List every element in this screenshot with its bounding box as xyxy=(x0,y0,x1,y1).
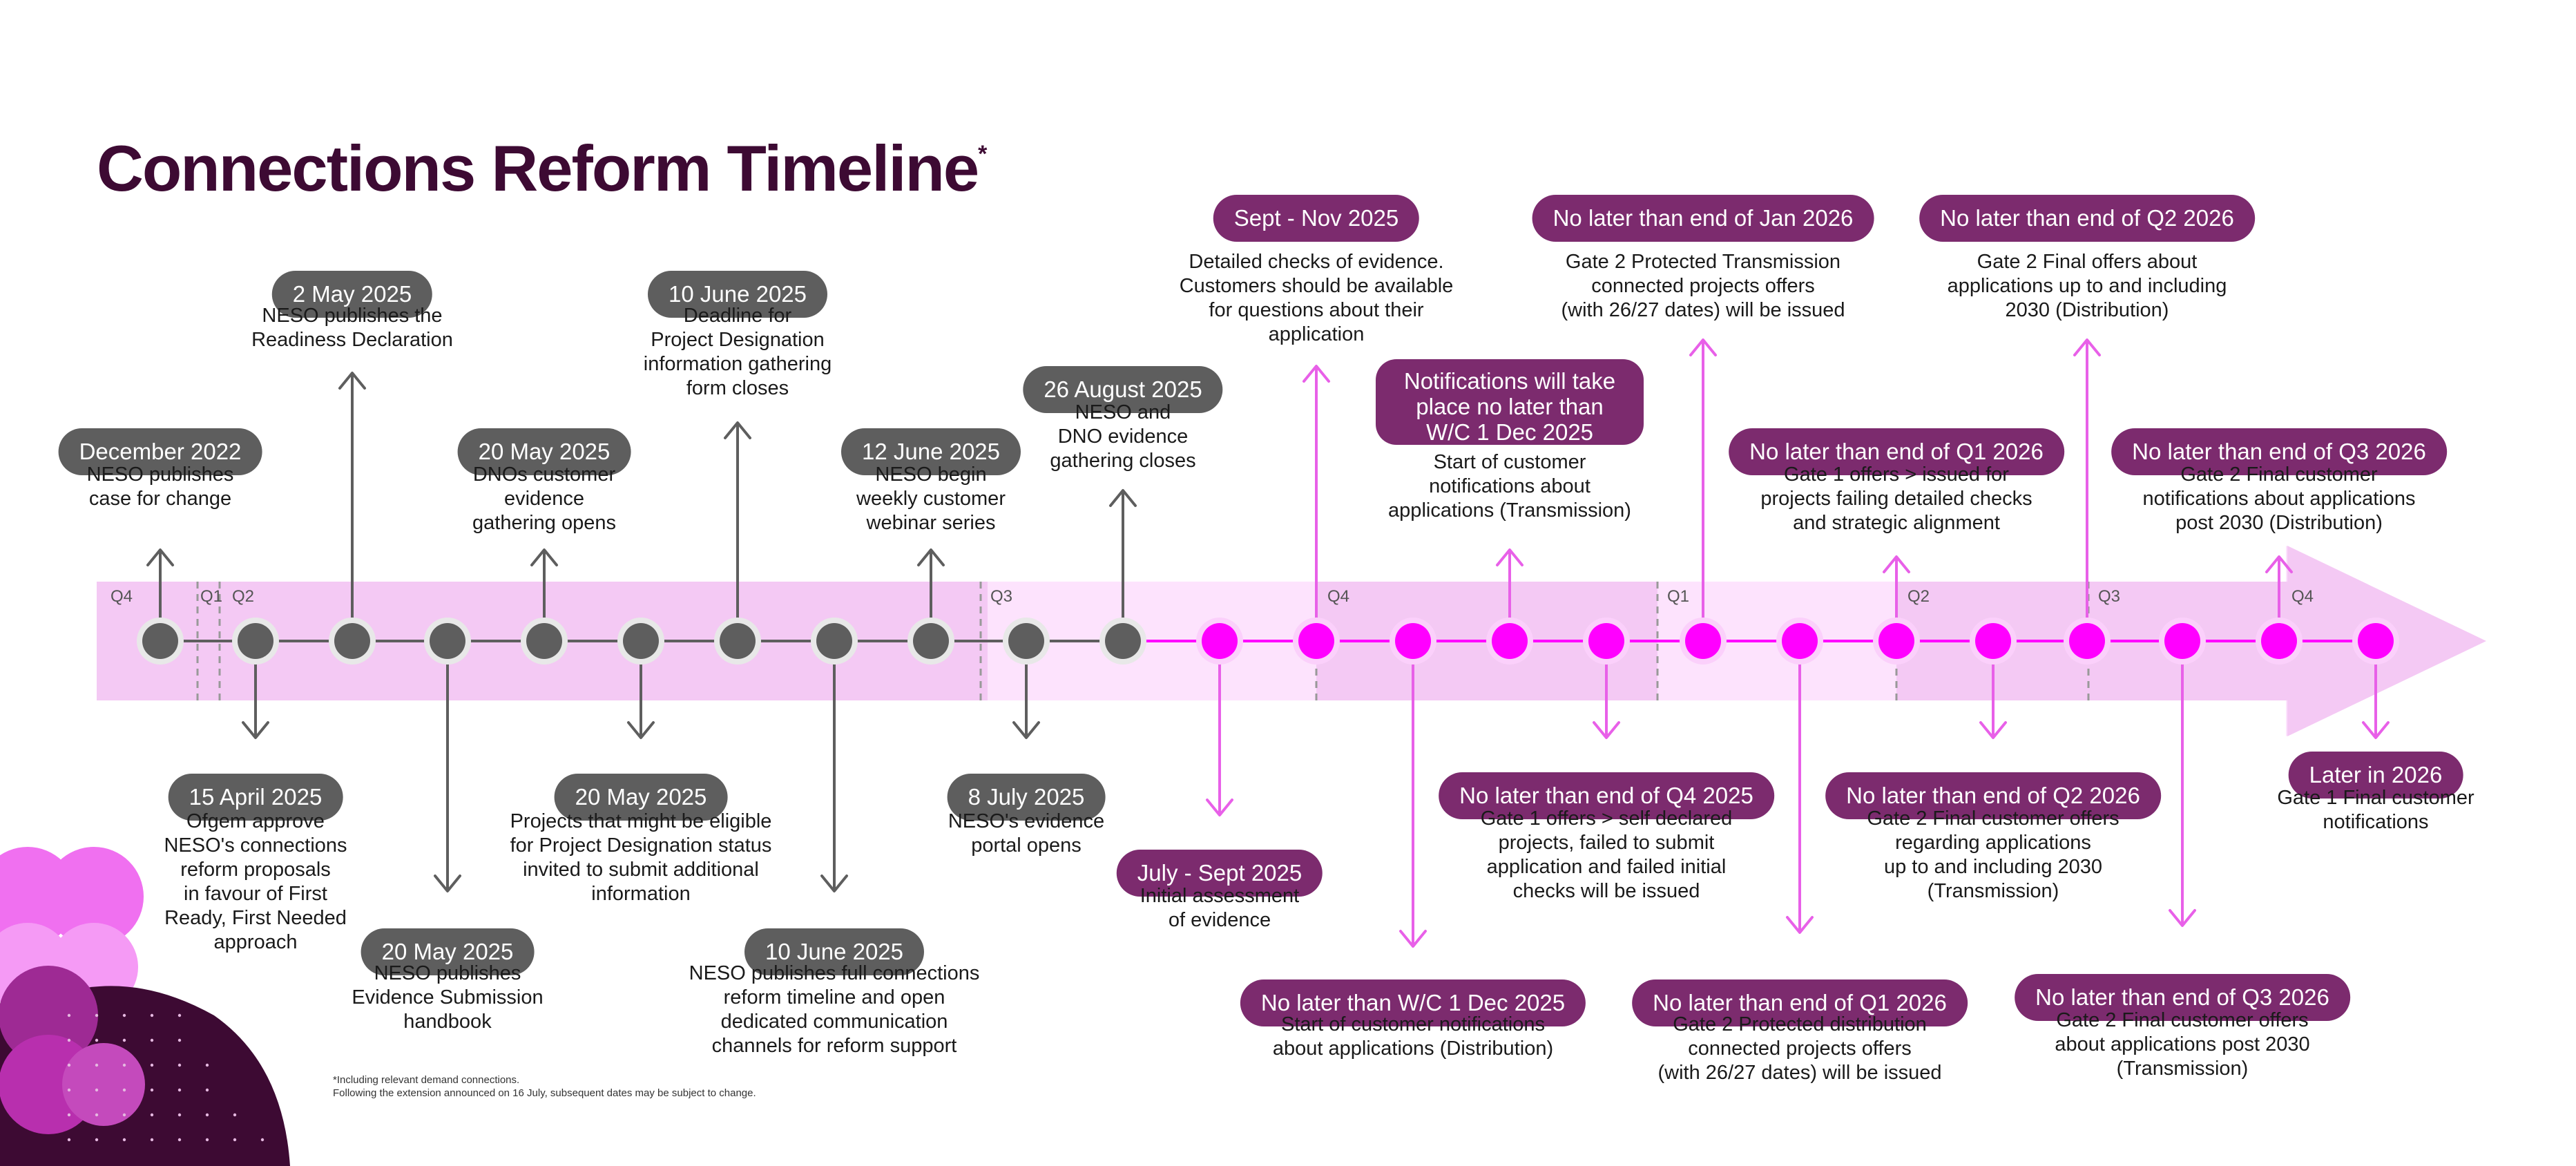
deco-dot xyxy=(95,1064,98,1067)
deco-dot xyxy=(178,1138,181,1141)
deco-dot xyxy=(95,1138,98,1141)
event-description: Projects that might be eligible for Project Designation status invited to submit additional information xyxy=(510,810,772,905)
deco-dot xyxy=(123,1039,126,1042)
event-date-badge: Notifications will take place no later than W/C 1 Dec 2025 xyxy=(1376,359,1644,445)
title-footnote-mark: * xyxy=(978,141,986,167)
deco-dot xyxy=(178,1039,181,1042)
deco-dot xyxy=(261,1138,264,1141)
event-description: Gate 2 Final offers about applications up to and including 2030 (Distribution) xyxy=(1947,251,2227,321)
event-date-badge: 20 May 2025 xyxy=(458,428,631,475)
event-date-badge: No later than end of Q3 2026 xyxy=(2015,974,2350,1021)
event-description: Gate 2 Protected Transmission connected projects offers (with 26/27 dates) will be issued xyxy=(1561,251,1845,321)
deco-dot xyxy=(178,1114,181,1116)
quarter-label: Q4 xyxy=(110,587,133,606)
deco-dot xyxy=(95,1014,98,1017)
deco-dot xyxy=(68,1064,70,1067)
event-description: Detailed checks of evidence. Customers should be available for questions about their application xyxy=(1179,251,1454,345)
deco-circle xyxy=(62,1043,145,1126)
event-date-badge: 12 June 2025 xyxy=(841,428,1021,475)
event-description: Gate 1 Final customer notifications xyxy=(2277,787,2474,833)
event-description: NESO begin weekly customer webinar series xyxy=(856,463,1006,534)
deco-dot xyxy=(68,1114,70,1116)
event-date-badge: No later than W/C 1 Dec 2025 xyxy=(1240,979,1586,1026)
event-date-badge: No later than end of Q2 2026 xyxy=(1919,195,2255,242)
deco-dot xyxy=(68,1138,70,1141)
quarter-label: Q4 xyxy=(2291,587,2314,606)
event-description: Start of customer notifications about applications (Transmission) xyxy=(1388,451,1631,522)
deco-dot xyxy=(178,1014,181,1017)
title-text: Connections Reform Timeline xyxy=(97,132,979,204)
quarter-label: Q4 xyxy=(1327,587,1350,606)
timeline-node xyxy=(142,623,178,659)
deco-dot xyxy=(68,1039,70,1042)
event-description: Gate 2 Protected distribution connected projects offers (with 26/27 dates) will be issued xyxy=(1657,1013,1942,1084)
event-date-badge: 26 August 2025 xyxy=(1023,366,1222,413)
event-date-badge: Sept - Nov 2025 xyxy=(1213,195,1419,242)
event-date-badge: December 2022 xyxy=(59,428,262,475)
event-date-badge: No later than end of Q4 2025 xyxy=(1439,772,1774,819)
deco-dot xyxy=(123,1114,126,1116)
footnote: *Including relevant demand connections. Following the extension announced on 16 July, subsequent dates may be subject to change. xyxy=(333,1074,756,1099)
deco-dot xyxy=(206,1114,209,1116)
timeline-node xyxy=(1008,623,1044,659)
deco-dot xyxy=(151,1138,153,1141)
event-description: NESO publishes case for change xyxy=(86,463,234,510)
event-description: Gate 2 Final customer offers about applications post 2030 (Transmission) xyxy=(2055,1009,2310,1080)
deco-dot xyxy=(123,1138,126,1141)
event-date-badge: 20 May 2025 xyxy=(555,774,728,821)
event-description: NESO publishes the Readiness Declaration xyxy=(251,305,453,351)
timeline-node xyxy=(623,623,659,659)
event-date-badge: Later in 2026 xyxy=(2289,752,2463,799)
quarter-label: Q2 xyxy=(232,587,255,606)
timeline-node xyxy=(1975,623,2011,659)
event-date-badge: No later than end of Q1 2026 xyxy=(1729,428,2064,475)
event-description: NESO's evidence portal opens xyxy=(948,810,1105,857)
timeline-node xyxy=(816,623,852,659)
deco-dot xyxy=(206,1089,209,1091)
event-description: Gate 2 Final customer notifications about applications post 2030 (Distribution) xyxy=(2142,463,2416,534)
timeline-node xyxy=(1492,623,1528,659)
timeline-node xyxy=(1395,623,1431,659)
event-description: Gate 1 offers > issued for projects failing detailed checks and strategic alignment xyxy=(1760,463,2032,534)
deco-dot xyxy=(123,1089,126,1091)
page-title xyxy=(97,131,986,206)
deco-dot xyxy=(151,1014,153,1017)
event-description: DNOs customer evidence gathering opens xyxy=(472,463,616,534)
timeline-node xyxy=(1298,623,1334,659)
timeline-node xyxy=(1685,623,1721,659)
event-date-badge: 15 April 2025 xyxy=(169,774,343,821)
timeline-node xyxy=(1105,623,1141,659)
event-description: Initial assessment of evidence xyxy=(1140,885,1300,931)
timeline-node xyxy=(1588,623,1624,659)
deco-dot xyxy=(206,1138,209,1141)
deco-dot xyxy=(233,1138,236,1141)
event-description: Deadline for Project Designation information gathering form closes xyxy=(643,305,832,399)
quarter-label: Q1 xyxy=(1667,587,1690,606)
deco-dot xyxy=(95,1114,98,1116)
event-date-badge: No later than end of Jan 2026 xyxy=(1532,195,1874,242)
quarter-label: Q1 xyxy=(200,587,223,606)
deco-dot xyxy=(123,1014,126,1017)
deco-dot xyxy=(95,1089,98,1091)
deco-dot xyxy=(151,1089,153,1091)
deco-dot xyxy=(178,1089,181,1091)
timeline-node xyxy=(1782,623,1818,659)
deco-dot xyxy=(68,1014,70,1017)
timeline-node xyxy=(2164,623,2200,659)
timeline-node xyxy=(2261,623,2297,659)
timeline-node xyxy=(334,623,370,659)
deco-dot xyxy=(68,1089,70,1091)
event-description: NESO publishes Evidence Submission handbook xyxy=(352,962,544,1033)
timeline-node xyxy=(238,623,273,659)
timeline-node xyxy=(430,623,465,659)
event-date-badge: 10 June 2025 xyxy=(648,271,827,318)
event-date-badge: 8 July 2025 xyxy=(948,774,1106,821)
event-description: Ofgem approve NESO's connections reform proposals in favour of First Ready, First Needed approach xyxy=(164,810,347,953)
quarter-label: Q2 xyxy=(1907,587,1930,606)
event-date-badge: 2 May 2025 xyxy=(272,271,432,318)
event-description: Start of customer notifications about applications (Distribution) xyxy=(1272,1013,1554,1060)
event-date-badge: No later than end of Q2 2026 xyxy=(1825,772,2161,819)
timeline-node xyxy=(1202,623,1238,659)
timeline-node xyxy=(2069,623,2105,659)
event-description: NESO and DNO evidence gathering closes xyxy=(1050,401,1196,472)
deco-dot xyxy=(233,1114,236,1116)
quarter-label: Q3 xyxy=(2098,587,2121,606)
timeline-node xyxy=(526,623,562,659)
deco-dot xyxy=(151,1064,153,1067)
event-date-badge: 10 June 2025 xyxy=(744,928,924,975)
event-date-badge: No later than end of Q3 2026 xyxy=(2111,428,2447,475)
deco-dot xyxy=(95,1039,98,1042)
event-description: Gate 2 Final customer offers regarding applications up to and including 2030 (Transmission) xyxy=(1867,807,2120,902)
deco-dot xyxy=(206,1064,209,1067)
deco-dot xyxy=(151,1114,153,1116)
event-description: NESO publishes full connections reform timeline and open dedicated communication channels for reform support xyxy=(689,962,980,1057)
event-date-badge: 20 May 2025 xyxy=(361,928,535,975)
timeline-node xyxy=(1878,623,1914,659)
quarter-label: Q3 xyxy=(990,587,1013,606)
event-date-badge: July - Sept 2025 xyxy=(1117,850,1323,897)
deco-dot xyxy=(151,1039,153,1042)
timeline-node xyxy=(913,623,949,659)
event-description: Gate 1 offers > self declared projects, failed to submit application and failed initial checks will be issued xyxy=(1480,807,1733,902)
deco-dot xyxy=(123,1064,126,1067)
deco-dot xyxy=(178,1064,181,1067)
event-date-badge: No later than end of Q1 2026 xyxy=(1632,979,1968,1026)
timeline-node xyxy=(2358,623,2394,659)
timeline-node xyxy=(720,623,756,659)
